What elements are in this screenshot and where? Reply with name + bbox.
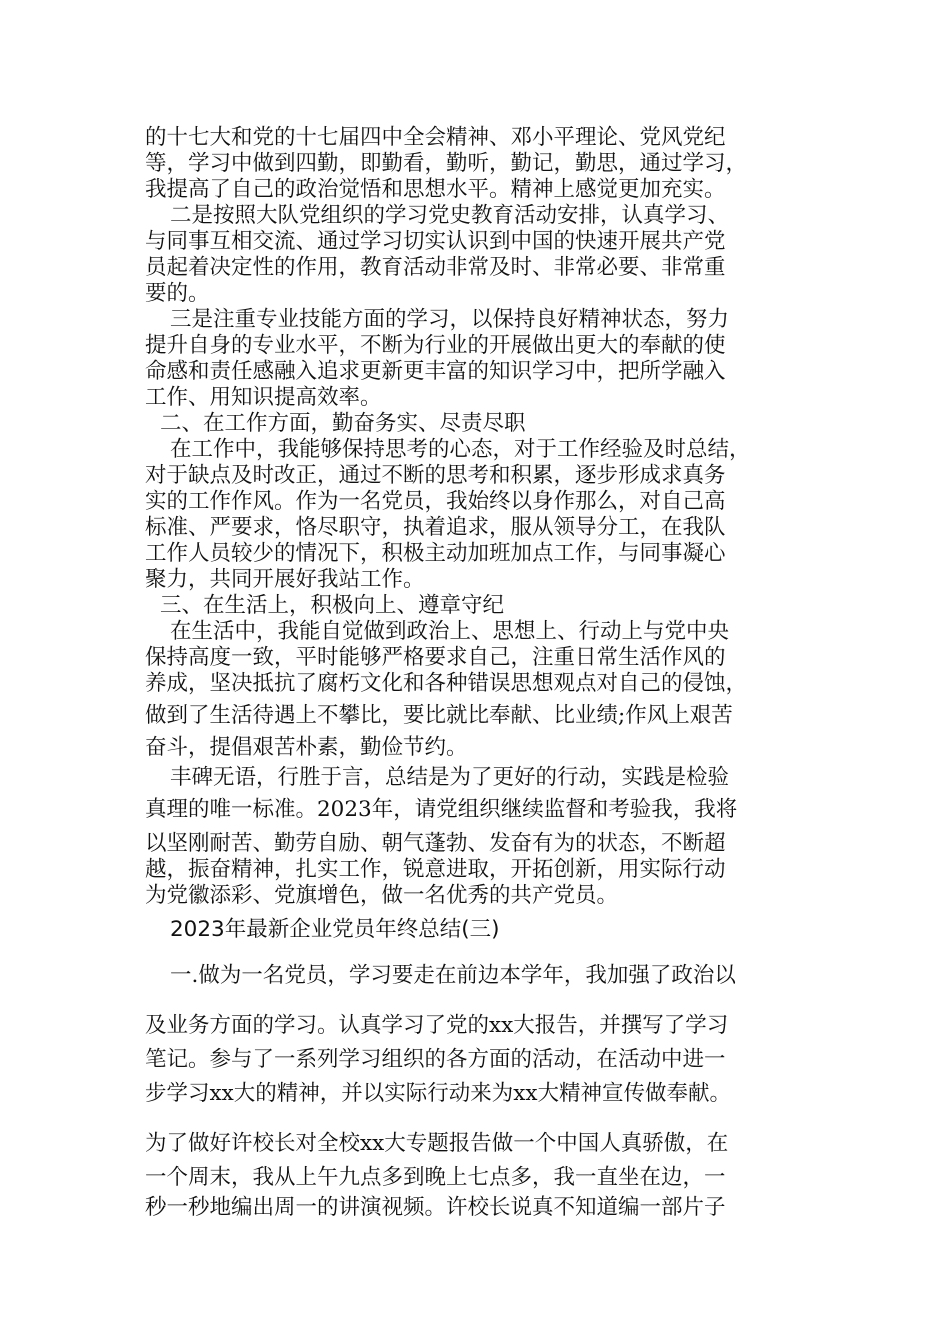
paragraph-start-line: 在工作中，我能够保持思考的心态，对于工作经验及时总结， xyxy=(170,437,751,462)
text-line: 养成，坚决抵抗了腐朽文化和各种错误思想观点对自己的侵蚀， xyxy=(145,671,748,696)
text-line: 标准、严要求，恪尽职守，执着追求，服从领导分工，在我队 xyxy=(145,515,726,540)
text-line: 秒一秒地编出周一的讲演视频。许校长说真不知道编一部片子 xyxy=(145,1195,726,1220)
text-line: 工作、用知识提高效率。 xyxy=(145,385,382,410)
text-line: 等，学习中做到四勤，即勤看，勤听，勤记，勤思，通过学习， xyxy=(145,151,748,176)
text-line: 真理的唯一标准。2023年，请党组织继续监督和考验我，我将 xyxy=(145,797,738,822)
text-line: 对于缺点及时改正，通过不断的思考和积累，逐步形成求真务 xyxy=(145,463,726,488)
paragraph-start-line: 丰碑无语，行胜于言，总结是为了更好的行动，实践是检验 xyxy=(170,765,730,790)
text-line: 与同事互相交流、通过学习切实认识到中国的快速开展共产党 xyxy=(145,229,726,254)
text-line: 以坚刚耐苦、勤劳自励、朝气蓬勃、发奋有为的状态，不断超 xyxy=(145,831,726,856)
text-line: 的十七大和党的十七届四中全会精神、邓小平理论、党风党纪 xyxy=(145,125,726,150)
text-line: 为了做好许校长对全校xx大专题报告做一个中国人真骄傲，在 xyxy=(145,1131,729,1156)
text-line: 及业务方面的学习。认真学习了党的xx大报告，并撰写了学习 xyxy=(145,1013,729,1038)
paragraph-start-line: 三是注重专业技能方面的学习，以保持良好精神状态，努力 xyxy=(170,307,730,332)
text-line: 做到了生活待遇上不攀比，要比就比奉献、比业绩;作风上艰苦 xyxy=(145,703,733,728)
text-line: 聚力，共同开展好我站工作。 xyxy=(145,567,425,592)
text-line: 我提高了自己的政治觉悟和思想水平。精神上感觉更加充实。 xyxy=(145,177,726,202)
text-line: 为党徽添彩、党旗增色，做一名优秀的共产党员。 xyxy=(145,883,619,908)
section-heading: 三、在生活上，积极向上、遵章守纪 xyxy=(160,593,505,618)
text-line: 奋斗，提倡艰苦朴素，勤俭节约。 xyxy=(145,735,468,760)
paragraph-start-line: 一.做为一名党员，学习要走在前边本学年，我加强了政治以 xyxy=(170,963,736,988)
paragraph-start-line: 在生活中，我能自觉做到政治上、思想上、行动上与党中央 xyxy=(170,619,730,644)
text-line: 越，振奋精神，扎实工作，锐意进取，开拓创新，用实际行动 xyxy=(145,857,726,882)
text-line: 一个周末，我从上午九点多到晚上七点多，我一直坐在边，一 xyxy=(145,1165,726,1190)
text-line: 员起着决定性的作用，教育活动非常及时、非常必要、非常重 xyxy=(145,255,726,280)
text-line: 命感和责任感融入追求更新更丰富的知识学习中，把所学融入 xyxy=(145,359,726,384)
text-line: 工作人员较少的情况下，积极主动加班加点工作，与同事凝心 xyxy=(145,541,726,566)
text-line: 保持高度一致，平时能够严格要求自己，注重日常生活作风的 xyxy=(145,645,726,670)
paragraph-start-line: 二是按照大队党组织的学习党史教育活动安排，认真学习、 xyxy=(170,203,730,228)
text-line: 步学习xx大的精神，并以实际行动来为xx大精神宣传做奉献。 xyxy=(145,1081,732,1106)
section-title: 2023年最新企业党员年终总结(三) xyxy=(170,917,500,942)
section-heading: 二、在工作方面，勤奋务实、尽责尽职 xyxy=(160,411,526,436)
text-line: 要的。 xyxy=(145,281,210,306)
text-line: 提升自身的专业水平，不断为行业的开展做出更大的奉献的使 xyxy=(145,333,726,358)
text-line: 实的工作作风。作为一名党员，我始终以身作那么，对自己高 xyxy=(145,489,726,514)
text-line: 笔记。参与了一系列学习组织的各方面的活动，在活动中进一 xyxy=(145,1047,726,1072)
